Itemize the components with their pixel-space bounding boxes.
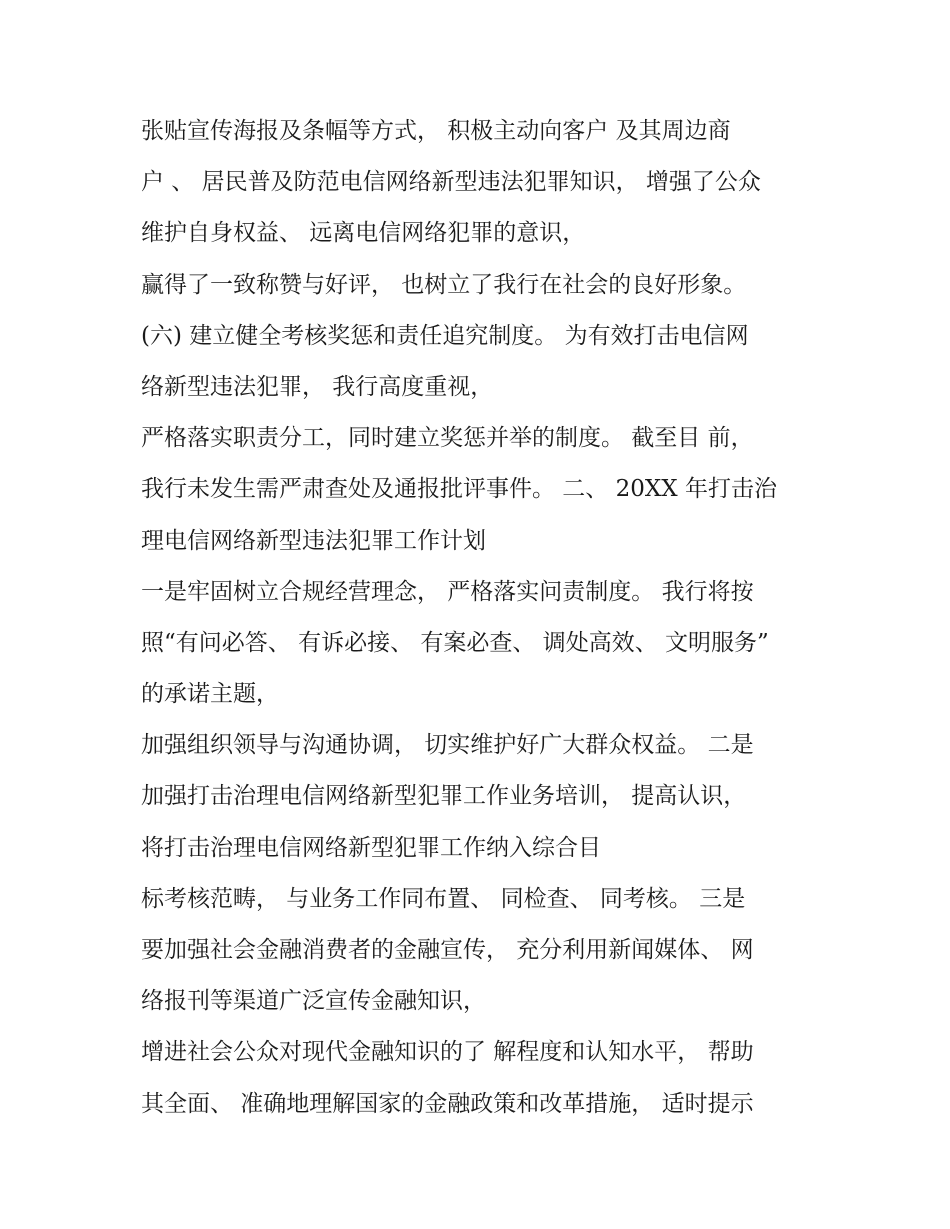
text-line: 增进社会公众对现代金融知识的了 解程度和认知水平， 帮助 bbox=[141, 1039, 754, 1066]
text-line: 理电信网络新型违法犯罪工作计划 bbox=[141, 527, 486, 554]
text-line: (六) 建立健全考核奖惩和责任追究制度。 为有效打击电信网 bbox=[141, 322, 749, 349]
body-text bbox=[141, 106, 821, 1130]
text-line: 要加强社会金融消费者的金融宣传， 充分利用新闻媒体、 网 bbox=[141, 937, 754, 963]
text-line: 赢得了一致称赞与好评， 也树立了我行在社会的良好形象。 bbox=[141, 271, 747, 298]
text-line: 张贴宣传海报及条幅等方式， 积极主动向客户 及其周边商 bbox=[141, 118, 731, 144]
text-line: 照“有问必答、 有诉必接、 有案必查、 调处高效、 文明服务” bbox=[141, 629, 769, 656]
text-line: 我行未发生需严肃查处及通报批评事件。 二、 20XX 年打击治 bbox=[141, 476, 777, 503]
text-line: 将打击治理电信网络新型犯罪工作纳入综合目 bbox=[141, 834, 601, 861]
text-line: 其全面、 准确地理解国家的金融政策和改革措施， 适时提示 bbox=[141, 1090, 754, 1117]
text-line: 标考核范畴， 与业务工作同布置、 同检查、 同考核。 三是 bbox=[141, 885, 746, 912]
text-line: 维护自身权益、 远离电信网络犯罪的意识， bbox=[141, 220, 586, 247]
text-line: 户 、 居民普及防范电信网络新型违法犯罪知识， 增强了公众 bbox=[141, 169, 761, 196]
text-line: 加强组织领导与沟通协调， 切实维护好广大群众权益。 二是 bbox=[141, 732, 754, 759]
text-line: 络报刊等渠道广泛宣传金融知识， bbox=[141, 988, 486, 1015]
text-line: 的承诺主题， bbox=[141, 681, 279, 708]
text-line: 严格落实职责分工，同时建立奖惩并举的制度。 截至目 前， bbox=[141, 425, 754, 452]
text-line: 加强打击治理电信网络新型犯罪工作业务培训， 提高认识， bbox=[141, 783, 747, 810]
text-line: 络新型违法犯罪， 我行高度重视， bbox=[141, 373, 494, 400]
text-line: 一是牢固树立合规经营理念， 严格落实问责制度。 我行将按 bbox=[141, 578, 754, 605]
